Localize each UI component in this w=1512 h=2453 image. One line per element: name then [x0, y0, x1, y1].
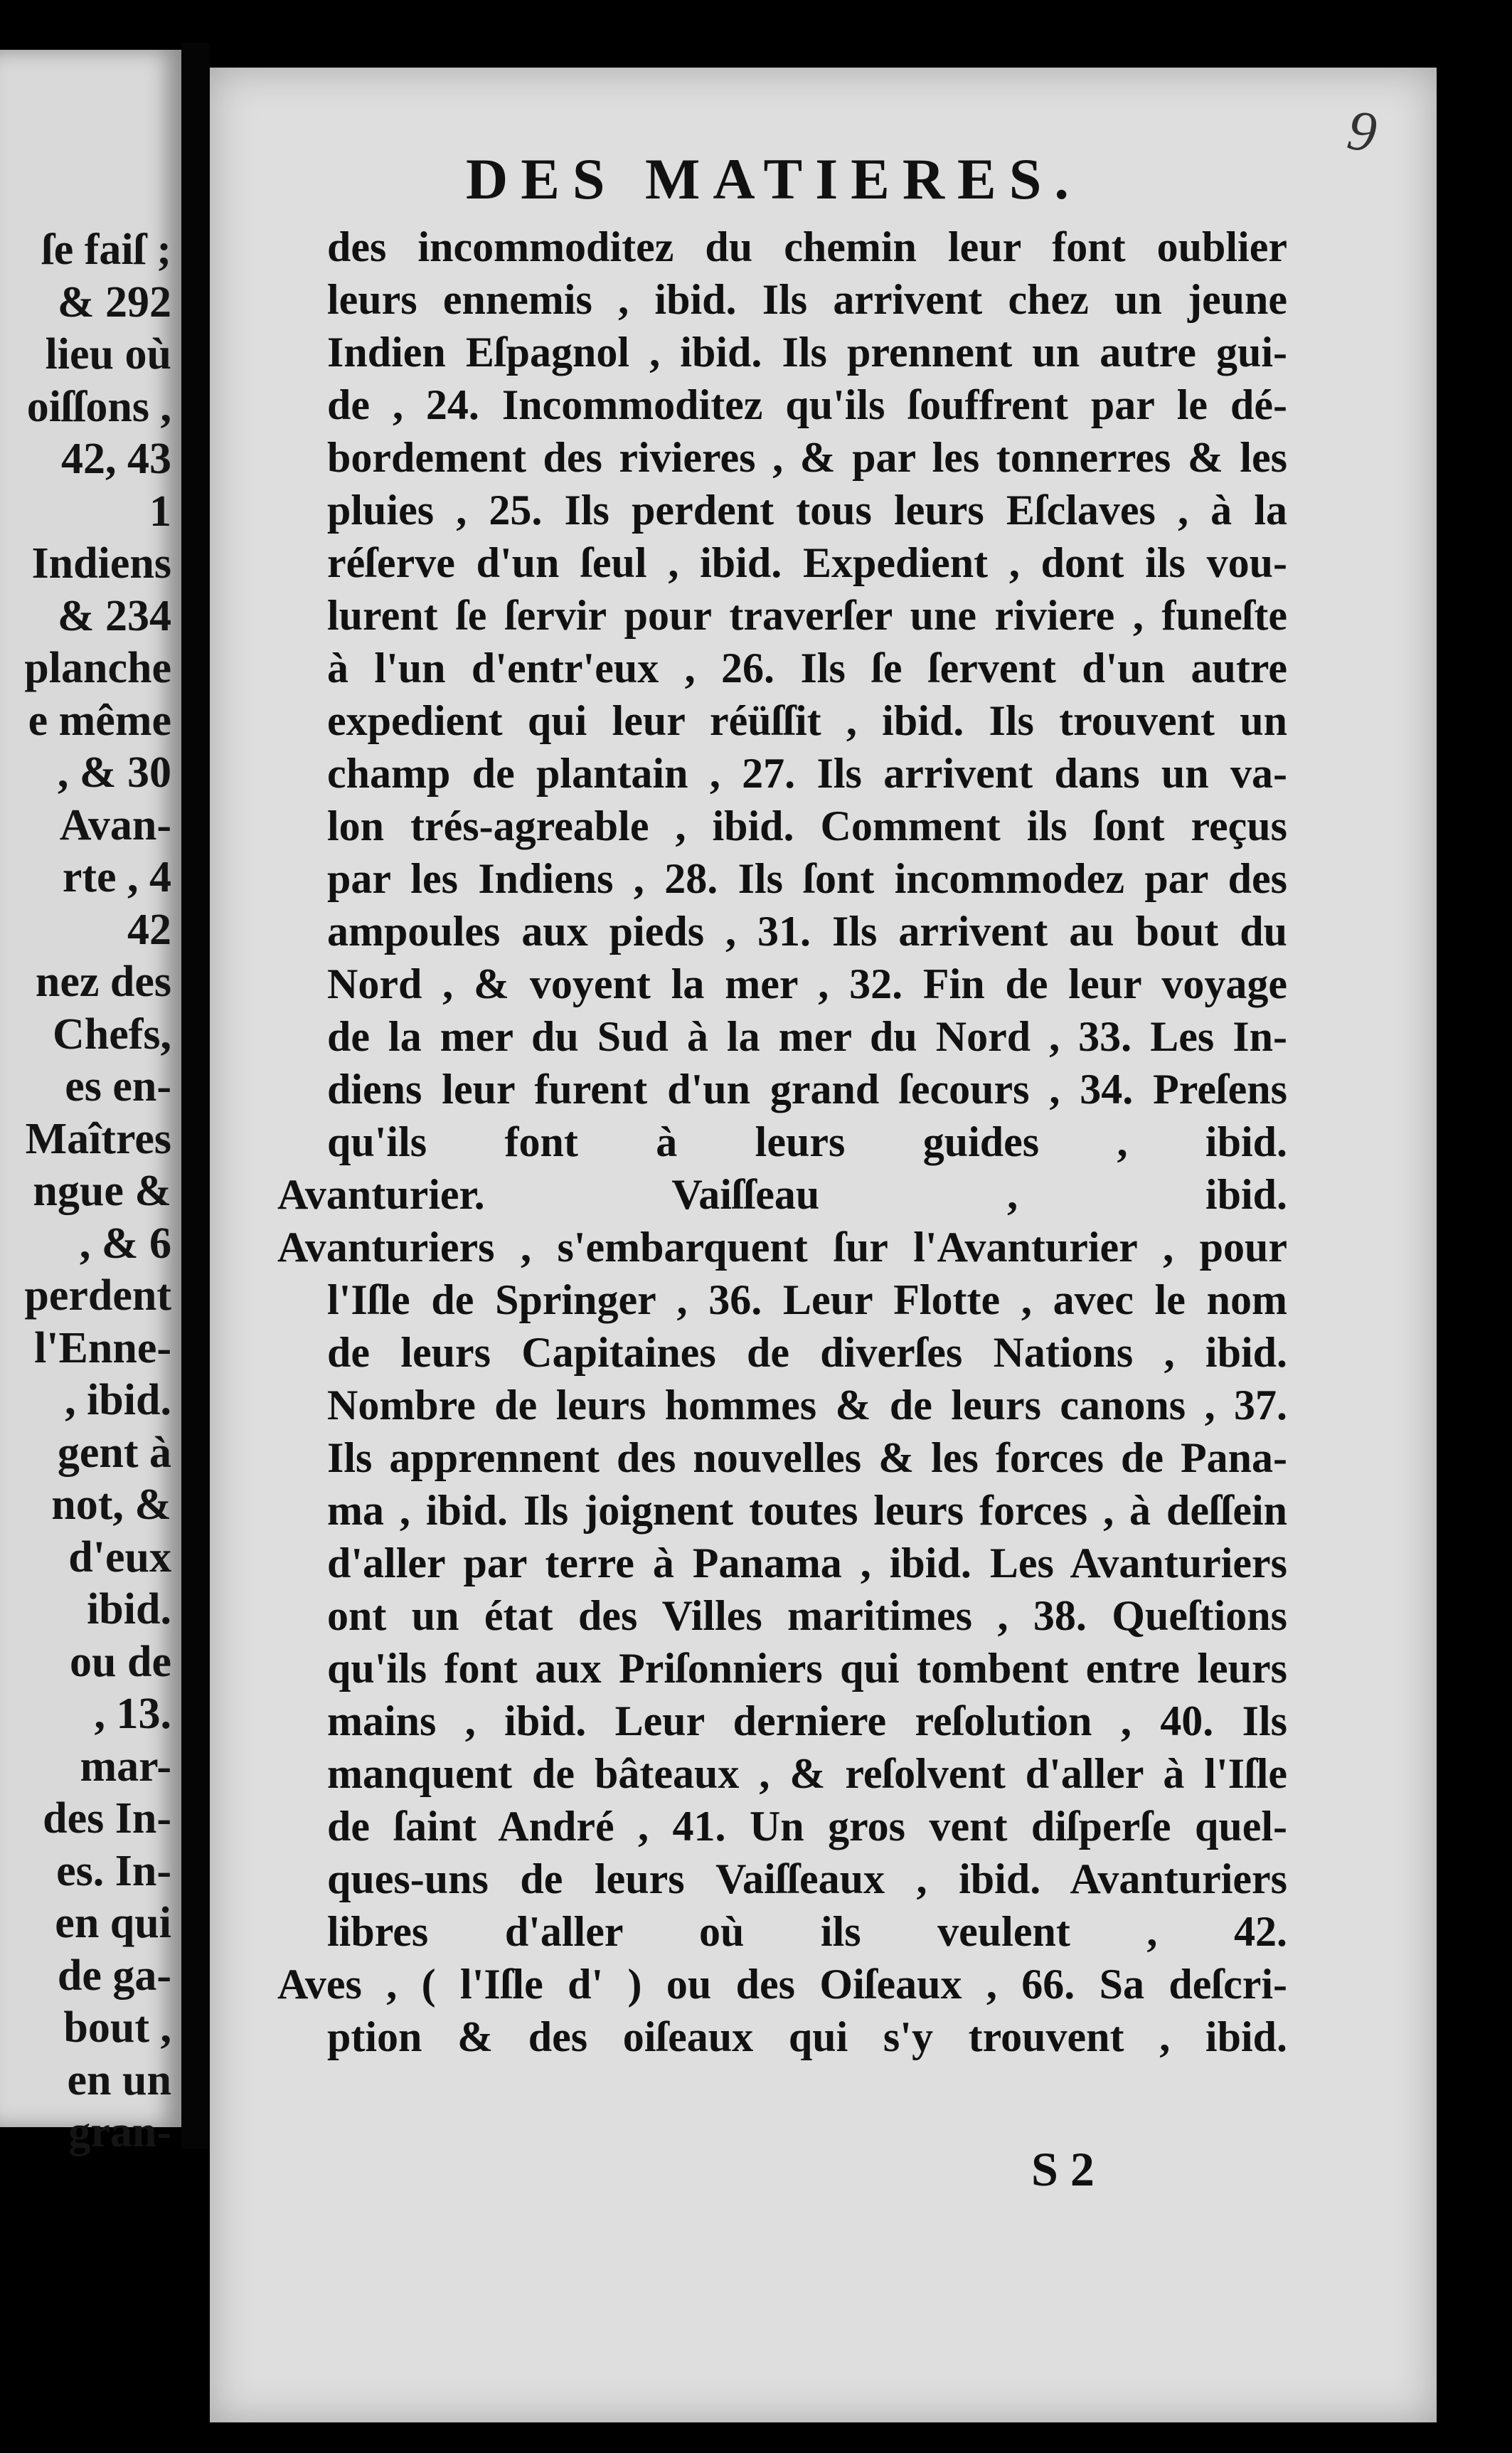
left-page-fragment: & 292 — [57, 277, 171, 327]
book-gutter — [181, 43, 210, 2149]
index-line: d'aller par terre à Panama , ibid. Les Avanturiers — [327, 1540, 1287, 1586]
left-page-fragment: ſe faiſ ; — [41, 226, 171, 274]
left-page-fragment: ou de — [70, 1637, 171, 1686]
left-page-fragment: des In- — [43, 1794, 171, 1843]
left-page-fragment: ibid. — [87, 1585, 171, 1633]
index-line: de la mer du Sud à la mer du Nord , 33. Les In- — [327, 1013, 1287, 1060]
index-line: lurent ſe ſervir pour traverſer une riviere , funeſte — [327, 592, 1287, 639]
index-line: Indien Eſpagnol , ibid. Ils prennent un autre gui- — [327, 329, 1287, 376]
left-page-fragment: planche — [24, 644, 171, 692]
left-page-fragment: oiſſons , — [26, 382, 171, 431]
index-line: mains , ibid. Leur derniere reſolution , 40. Ils — [327, 1697, 1287, 1744]
left-page-fragment: , 13. — [94, 1690, 171, 1738]
left-page-fragment: 42, 43 — [61, 435, 171, 483]
index-line: ampoules aux pieds , 31. Ils arrivent au bout du — [327, 908, 1287, 955]
left-page-fragment: gent à — [57, 1428, 171, 1477]
index-line: Aves , ( l'Iſle d' ) ou des Oiſeaux , 66. Sa deſcri- — [277, 1961, 1287, 2008]
left-page-fragment: Avan- — [59, 800, 171, 849]
left-page-fragment: en qui — [55, 1899, 171, 1947]
left-page-fragment: perdent — [24, 1271, 171, 1320]
left-page-fragment: en un — [67, 2055, 171, 2104]
index-line: Ils apprennent des nouvelles & les forces de Pana- — [327, 1434, 1287, 1481]
left-page-fragment: bout , — [63, 2003, 171, 2052]
left-page-fragment: Maîtres — [25, 1114, 171, 1163]
index-line: qu'ils font aux Priſonniers qui tombent entre leurs — [327, 1645, 1287, 1692]
left-facing-page — [0, 50, 181, 2156]
main-page — [210, 68, 1437, 2422]
index-line: réſerve d'un ſeul , ibid. Expedient , dont ils vou- — [327, 539, 1287, 586]
left-page-fragment: lieu où — [45, 330, 171, 378]
index-line: à l'un d'entr'eux , 26. Ils ſe ſervent d'un autre — [327, 645, 1287, 692]
left-page-fragment: rte , 4 — [62, 853, 171, 901]
index-line: des incommoditez du chemin leur font oublier — [327, 223, 1287, 270]
left-page-fragment: es. In- — [56, 1846, 171, 1895]
index-line: Nord , & voyent la mer , 32. Fin de leur voyage — [327, 960, 1287, 1007]
left-page-fragment: de ga- — [57, 1951, 171, 2000]
index-line: de leurs Capitaines de diverſes Nations , ibid. — [327, 1329, 1287, 1376]
index-line: champ de plantain , 27. Ils arrivent dans un va- — [327, 750, 1287, 797]
index-line: libres d'aller où ils veulent , 42. — [327, 1908, 1287, 1955]
left-page-fragment: d'eux — [68, 1532, 171, 1582]
left-page-fragment: , & 30 — [57, 748, 171, 797]
index-line: bordement des rivieres , & par les tonnerres & les — [327, 434, 1287, 481]
left-page-fragment: , ibid. — [65, 1376, 171, 1424]
index-line: pluies , 25. Ils perdent tous leurs Eſclaves , à la — [327, 487, 1287, 534]
index-line: l'Iſle de Springer , 36. Leur Flotte , avec le nom — [327, 1276, 1287, 1323]
left-page-fragment: , & 6 — [79, 1219, 171, 1268]
index-line: ont un état des Villes maritimes , 38. Queſtions — [327, 1592, 1287, 1639]
index-line: de , 24. Incommoditez qu'ils ſouffrent par le dé- — [327, 381, 1287, 428]
left-page-fragment: not, & — [51, 1480, 171, 1529]
index-line: manquent de bâteaux , & reſolvent d'aller à l'Iſle — [327, 1750, 1287, 1797]
index-line: qu'ils font à leurs guides , ibid. — [327, 1118, 1287, 1165]
left-page-fragment: & 234 — [57, 591, 171, 640]
index-line: Nombre de leurs hommes & de leurs canons , 37. — [327, 1382, 1287, 1429]
left-page-fragment: l'Enne- — [34, 1323, 171, 1372]
index-line: lon trés-agreable , ibid. Comment ils ſont reçus — [327, 802, 1287, 849]
index-line: ma , ibid. Ils joignent toutes leurs forces , à deſſein — [327, 1487, 1287, 1534]
index-line: Avanturier. Vaiſſeau , ibid. — [277, 1171, 1287, 1218]
signature-mark: S 2 — [1031, 2142, 1095, 2196]
left-page-fragment: mar- — [80, 1742, 171, 1791]
left-page-fragment: 42 — [127, 905, 171, 954]
index-line: leurs ennemis , ibid. Ils arrivent chez un jeune — [327, 276, 1287, 323]
index-line: diens leur furent d'un grand ſecours , 34. Preſens — [327, 1066, 1287, 1113]
left-page-fragment: e même — [28, 696, 171, 745]
page-header: DES MATIERES. — [466, 147, 1082, 211]
index-entries — [210, 68, 1437, 2422]
left-page-fragment: Chefs, — [52, 1010, 171, 1059]
index-line: par les Indiens , 28. Ils ſont incommodez par des — [327, 855, 1287, 902]
index-line: de ſaint André , 41. Un gros vent diſperſe quel- — [327, 1803, 1287, 1850]
left-page-fragment: gran- — [68, 2108, 171, 2156]
left-page-fragment: nez des — [35, 958, 171, 1006]
left-page-fragment: ngue & — [33, 1167, 171, 1215]
left-page-fragment: 1 — [149, 487, 171, 536]
index-line: ption & des oiſeaux qui s'y trouvent , ibid. — [327, 2013, 1287, 2060]
folio-number: 9 — [1343, 98, 1380, 165]
index-line: Avanturiers , s'embarquent ſur l'Avanturier , pour — [277, 1224, 1287, 1271]
index-line: ques-uns de leurs Vaiſſeaux , ibid. Avanturiers — [327, 1855, 1287, 1902]
left-page-fragment: Indiens — [31, 539, 171, 588]
left-page-fragment: es en- — [65, 1062, 171, 1111]
index-line: expedient qui leur réüſſit , ibid. Ils trouvent un — [327, 697, 1287, 744]
